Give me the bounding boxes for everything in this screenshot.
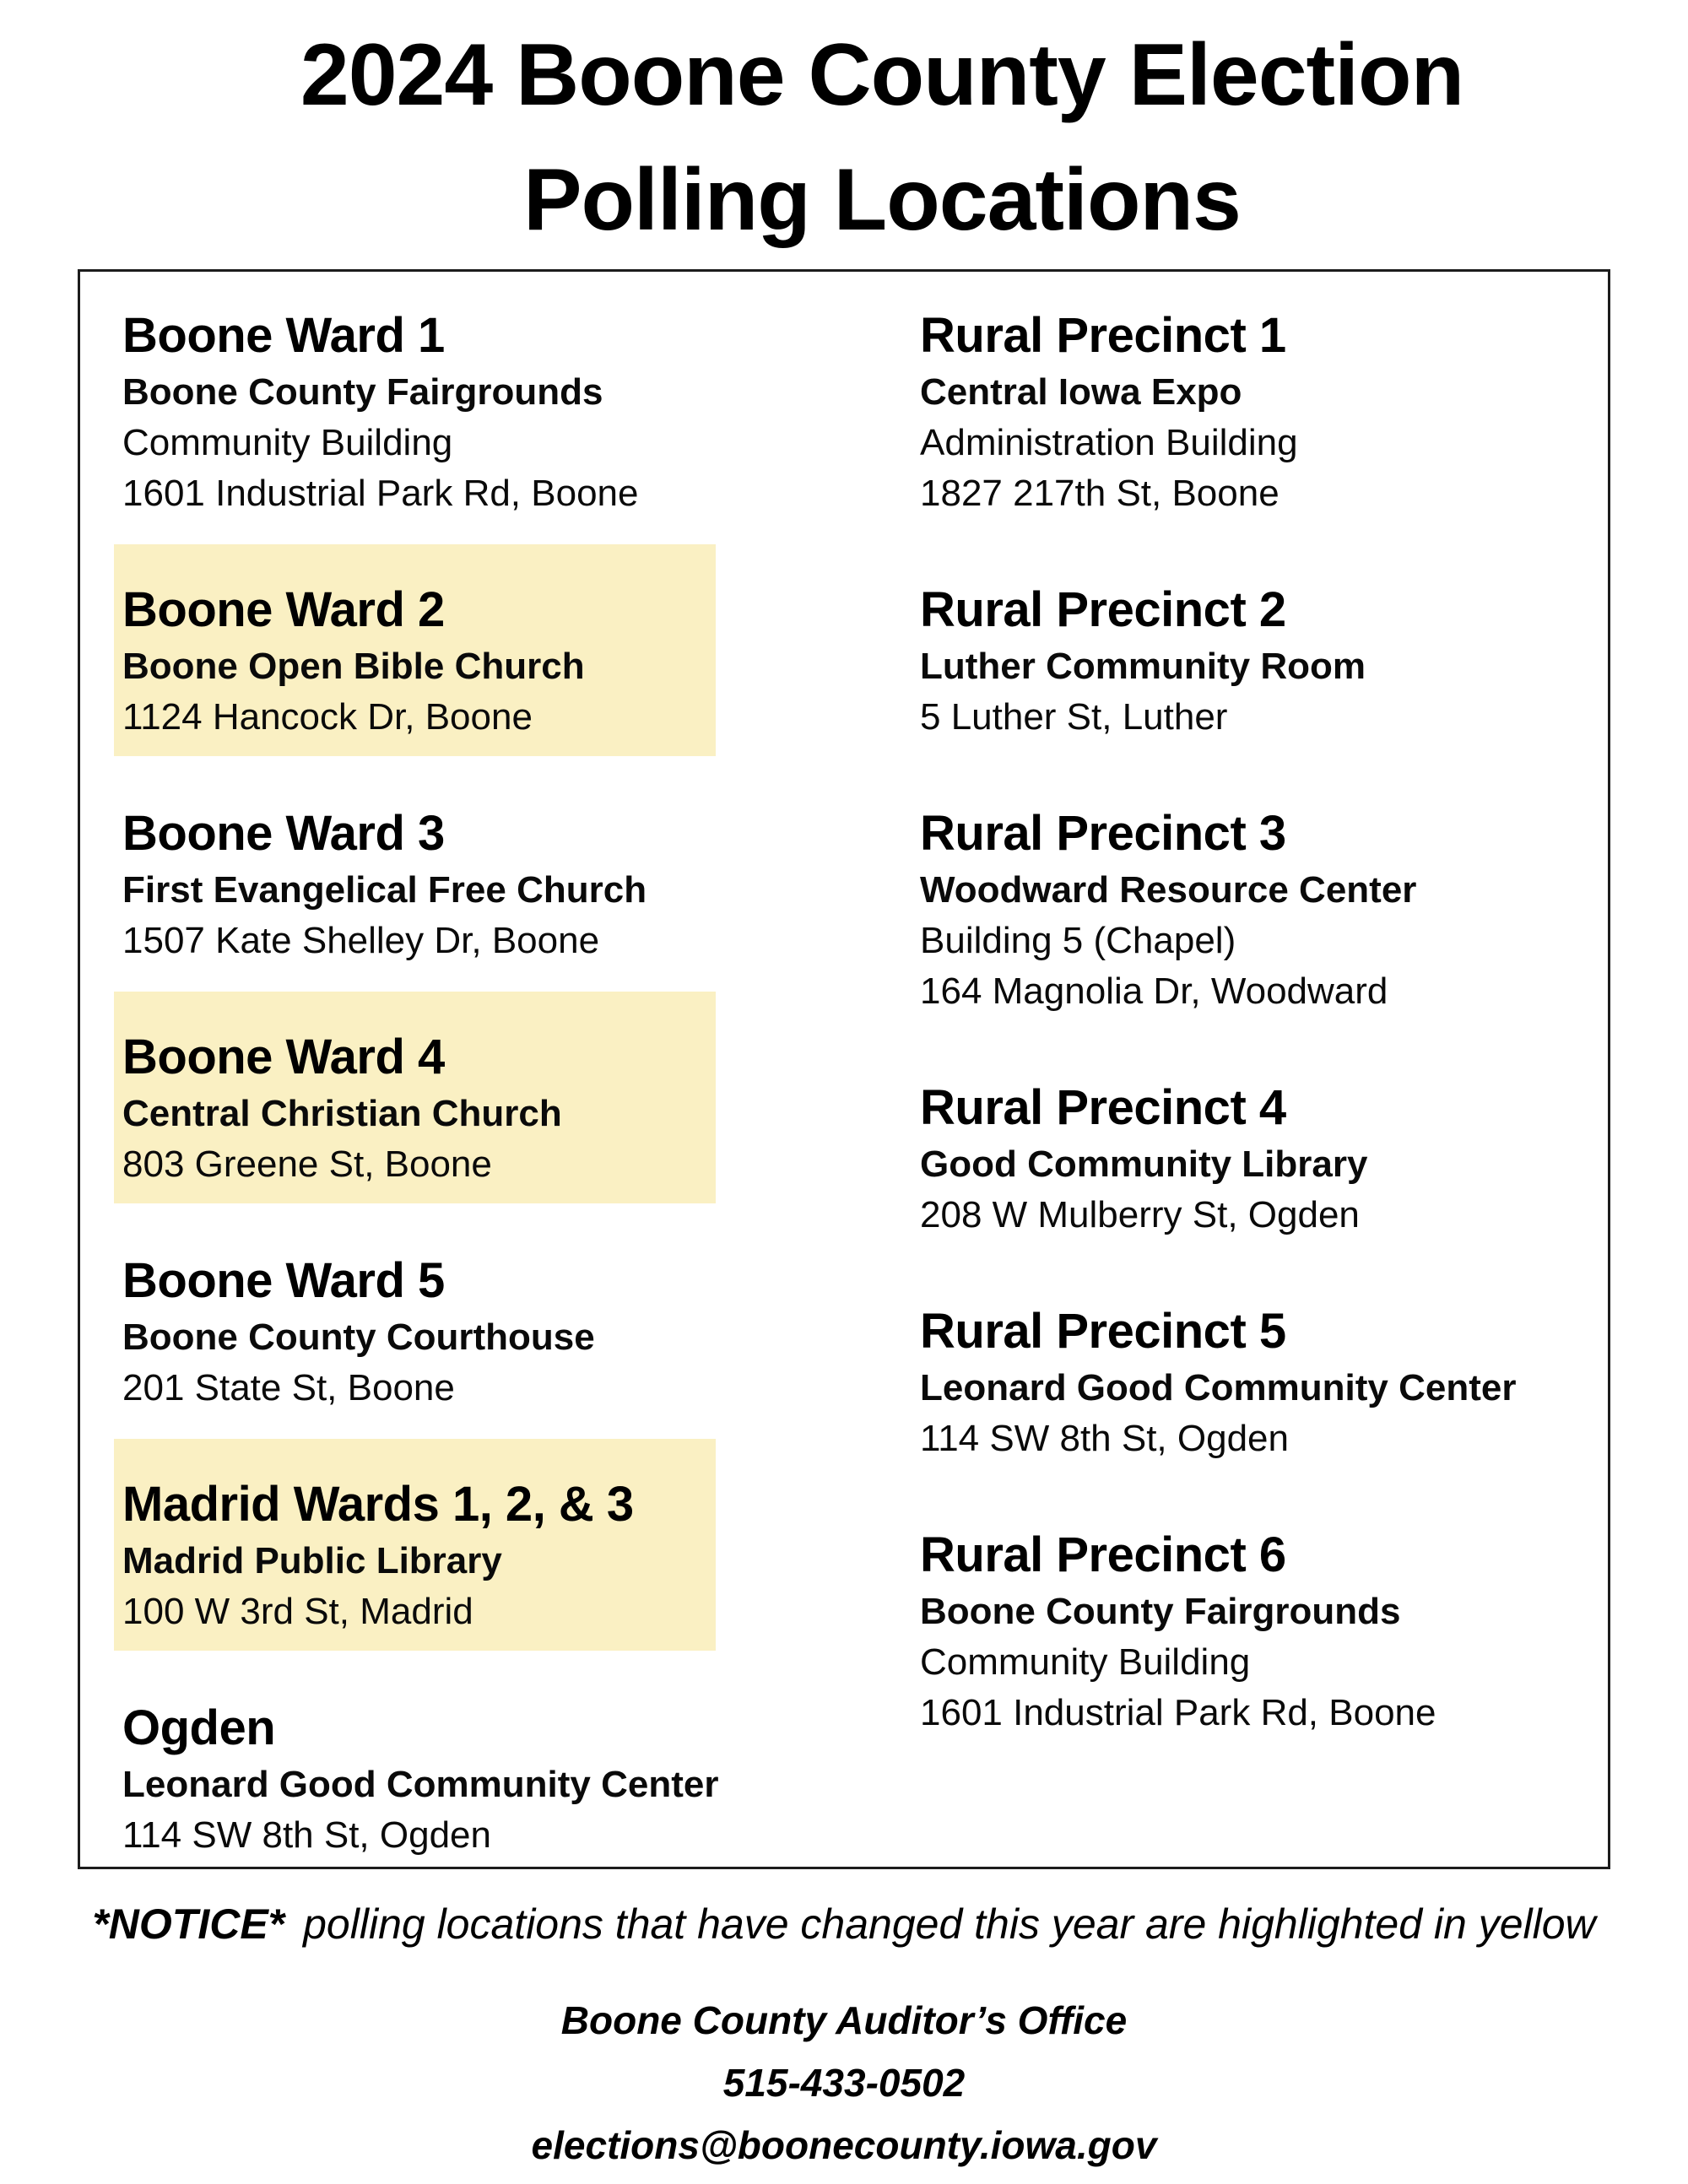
address-lines — [920, 418, 1591, 519]
address-line: 100 W 3rd St, Madrid — [122, 1591, 473, 1633]
address-line: 1124 Hancock Dr, Boone — [122, 696, 533, 738]
address-line: Administration Building — [920, 422, 1298, 464]
page-title-line2: Polling Locations — [523, 150, 1241, 249]
polling-location-entry — [122, 802, 920, 966]
polling-location-entry — [122, 1696, 920, 1861]
venue-name: Leonard Good Community Center — [122, 1764, 719, 1806]
right-column — [920, 304, 1608, 1867]
footer-email: elections@boonecounty.iowa.gov — [531, 2123, 1157, 2168]
venue-name: First Evangelical Free Church — [122, 869, 647, 911]
address-line: 1601 Industrial Park Rd, Boone — [122, 473, 639, 515]
address-line: Community Building — [920, 1641, 1251, 1684]
polling-location-entry — [920, 1076, 1591, 1241]
notice-label: *NOTICE* — [92, 1900, 285, 1949]
address-line: 5 Luther St, Luther — [920, 696, 1228, 738]
venue-name: Madrid Public Library — [122, 1540, 502, 1582]
polling-location-entry — [920, 1523, 1591, 1738]
address-line: 803 Greene St, Boone — [122, 1143, 492, 1186]
precinct-heading: Madrid Wards 1, 2, & 3 — [122, 1477, 634, 1533]
precinct-heading: Boone Ward 2 — [122, 582, 445, 638]
venue-name: Boone County Fairgrounds — [920, 1591, 1401, 1633]
address-lines — [122, 1587, 716, 1637]
venue-name: Leonard Good Community Center — [920, 1367, 1517, 1409]
address-line: 164 Magnolia Dr, Woodward — [920, 970, 1388, 1013]
address-lines — [122, 916, 920, 966]
polling-location-entry — [114, 992, 716, 1203]
precinct-heading: Rural Precinct 4 — [920, 1080, 1286, 1136]
precinct-heading: Rural Precinct 2 — [920, 582, 1286, 638]
page-title-line1: 2024 Boone County Election — [300, 26, 1464, 124]
venue-name: Good Community Library — [920, 1143, 1368, 1186]
venue-name: Central Christian Church — [122, 1093, 562, 1135]
address-line: 1827 217th St, Boone — [920, 473, 1280, 515]
venue-name: Boone County Courthouse — [122, 1316, 595, 1359]
polling-location-entry — [122, 1249, 920, 1414]
address-line: 201 State St, Boone — [122, 1367, 455, 1409]
venue-name: Luther Community Room — [920, 646, 1366, 688]
address-line: Community Building — [122, 422, 453, 464]
address-line: Building 5 (Chapel) — [920, 920, 1236, 962]
precinct-heading: Boone Ward 1 — [122, 308, 445, 364]
notice — [0, 1900, 1688, 1949]
precinct-heading: Rural Precinct 5 — [920, 1304, 1286, 1360]
address-line: 114 SW 8th St, Ogden — [920, 1418, 1289, 1460]
polling-location-entry — [920, 1300, 1591, 1464]
address-line: 1601 Industrial Park Rd, Boone — [920, 1692, 1436, 1734]
polling-location-entry — [114, 544, 716, 756]
precinct-heading: Rural Precinct 3 — [920, 806, 1286, 862]
precinct-heading: Rural Precinct 1 — [920, 308, 1286, 364]
left-column — [122, 304, 920, 1867]
address-lines — [920, 1637, 1591, 1738]
address-lines — [122, 692, 716, 743]
address-lines — [920, 916, 1591, 1017]
polling-location-entry — [114, 1439, 716, 1651]
address-lines — [122, 1810, 920, 1861]
venue-name: Woodward Resource Center — [920, 869, 1417, 911]
address-line: 208 W Mulberry St, Ogden — [920, 1194, 1360, 1236]
venue-name: Boone County Fairgrounds — [122, 371, 603, 414]
address-lines — [122, 1363, 920, 1414]
polling-location-entry — [920, 304, 1591, 519]
precinct-heading: Boone Ward 5 — [122, 1253, 445, 1309]
polling-location-entry — [920, 802, 1591, 1017]
polling-location-entry — [122, 304, 920, 519]
address-line: 114 SW 8th St, Ogden — [122, 1814, 491, 1857]
locations-box — [78, 269, 1610, 1869]
venue-name: Boone Open Bible Church — [122, 646, 585, 688]
address-lines — [920, 1414, 1591, 1464]
footer — [0, 1989, 1688, 2176]
precinct-heading: Boone Ward 3 — [122, 806, 445, 862]
polling-location-entry — [920, 578, 1591, 743]
address-line: 1507 Kate Shelley Dr, Boone — [122, 920, 600, 962]
precinct-heading: Boone Ward 4 — [122, 1030, 445, 1085]
address-lines — [122, 1139, 716, 1190]
venue-name: Central Iowa Expo — [920, 371, 1242, 414]
page-title — [0, 0, 1688, 262]
footer-office: Boone County Auditor’s Office — [560, 1998, 1128, 2043]
precinct-heading: Rural Precinct 6 — [920, 1527, 1286, 1583]
address-lines — [920, 692, 1591, 743]
address-lines — [122, 418, 920, 519]
precinct-heading: Ogden — [122, 1700, 276, 1756]
footer-phone: 515-433-0502 — [722, 2061, 966, 2106]
notice-text: polling locations that have changed this year are highlighted in yellow — [303, 1900, 1596, 1949]
address-lines — [920, 1190, 1591, 1241]
